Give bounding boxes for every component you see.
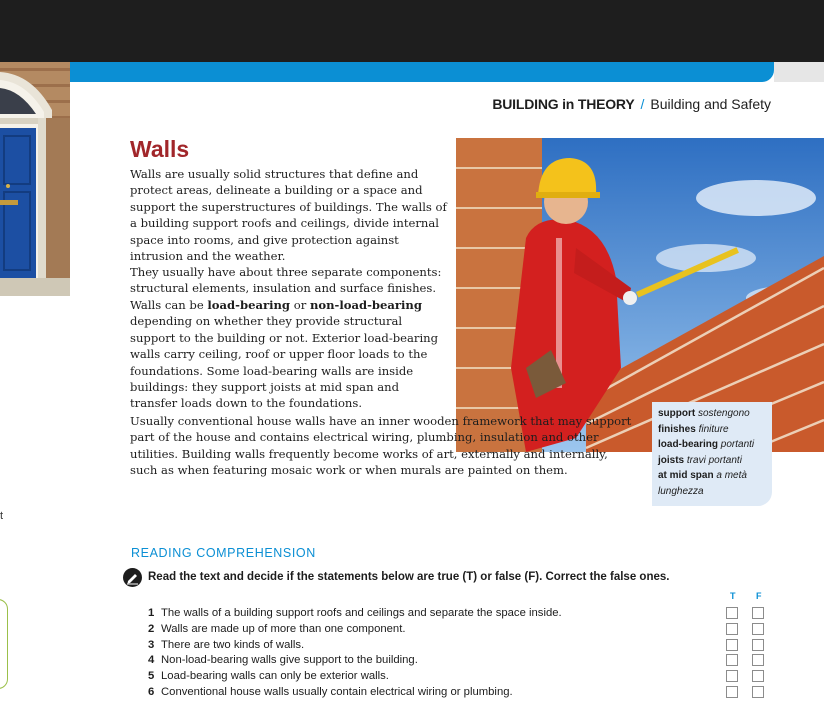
statement-number: 4 [148, 654, 155, 667]
glossary-entry: at mid span a metà lunghezza [658, 470, 747, 497]
door-photo [0, 62, 70, 296]
statement-number: 6 [148, 685, 155, 698]
statement-row [148, 685, 728, 701]
statement-row [148, 669, 728, 685]
false-checkbox[interactable] [752, 639, 764, 651]
paragraph-load-bearing [130, 297, 448, 412]
true-checkbox[interactable] [726, 639, 738, 651]
textbook-page [0, 62, 824, 721]
glossary-entry: support sostengono [658, 408, 750, 419]
topic-label: Building and Safety [650, 96, 771, 112]
paragraph-house-walls: Usually conventional house walls have an inner wooden framework that may support part of the house and contains electrical wiring, plumbing, insulation and other utilities. Building walls frequently become works of art, externally and internally, such as when featuring mosaic work or when murals are painted on them. [130, 414, 632, 478]
glossary-box [652, 402, 772, 506]
true-column-label: T [730, 591, 736, 601]
glossary-entry: joists travi portanti [658, 454, 742, 466]
statement-row [148, 606, 728, 622]
statement-text: The walls of a building support roofs and ceilings and separate the space inside. [161, 607, 562, 619]
statement-number: 5 [148, 670, 155, 683]
statement-text: Conventional house walls usually contain electrical wiring or plumbing. [161, 685, 513, 698]
statement-text: Walls are made up of more than one component. [161, 622, 406, 635]
statements-list [148, 606, 728, 701]
statement-number: 1 [148, 607, 155, 619]
true-checkbox[interactable] [726, 686, 738, 698]
section-label: BUILDING in THEORY [492, 96, 635, 112]
statement-row [148, 653, 728, 669]
header-color-band [70, 62, 774, 82]
paragraph-intro: Walls are usually solid structures that define and protect areas, delineate a building or a space and support the superstructures of buildings. The walls of a building support roofs and ceilings, divide internal space into rooms, and give protection against intrusion and the weather. [130, 167, 447, 264]
false-checkbox[interactable] [752, 670, 764, 682]
dark-top-bar [0, 0, 824, 62]
false-column-label: F [756, 591, 762, 601]
false-checkbox[interactable] [752, 686, 764, 698]
glossary-entry: finishes finiture [658, 423, 729, 435]
true-checkbox[interactable] [726, 670, 738, 682]
paragraph-components: They usually have about three separate components: structural elements, insulation and surface finishes. [130, 265, 442, 296]
head-separator: / [640, 96, 645, 112]
adjacent-page-box [0, 599, 8, 689]
statement-row [148, 622, 728, 638]
text-run: Walls can be [130, 298, 208, 312]
false-checkbox[interactable] [752, 607, 764, 619]
text-run: or [290, 298, 310, 312]
statement-row [148, 638, 728, 654]
statement-text: Load-bearing walls can only be exterior walls. [161, 670, 389, 683]
text-run: depending on whether they provide structural support to the building or not. Exterior load-bearing walls carry ceiling, roof or upper floor loads to the foundations. Some load-bearing walls are inside buildings: they support joists at mid span and transfer loads down to the foundations. [130, 314, 439, 411]
page-title: Walls [130, 136, 190, 162]
margin-letter: t [0, 510, 4, 522]
true-checkbox[interactable] [726, 623, 738, 635]
true-checkbox[interactable] [726, 654, 738, 666]
term-load-bearing: load-bearing [207, 298, 291, 312]
exercise-instruction: Read the text and decide if the statements below are true (T) or false (F). Correct the false ones. [148, 571, 670, 583]
statement-text: There are two kinds of walls. [161, 638, 305, 651]
true-checkbox[interactable] [726, 607, 738, 619]
pencil-icon [123, 568, 142, 587]
glossary-entry: load-bearing portanti [658, 439, 755, 451]
statement-text: Non-load-bearing walls give support to the building. [161, 654, 418, 667]
statement-number: 3 [148, 638, 155, 651]
section-heading: READING COMPREHENSION [131, 546, 316, 560]
term-non-load-bearing: non-load-bearing [309, 298, 422, 312]
statement-number: 2 [148, 622, 155, 635]
running-head [492, 96, 771, 112]
false-checkbox[interactable] [752, 623, 764, 635]
header-grey-band [774, 62, 824, 82]
false-checkbox[interactable] [752, 654, 764, 666]
